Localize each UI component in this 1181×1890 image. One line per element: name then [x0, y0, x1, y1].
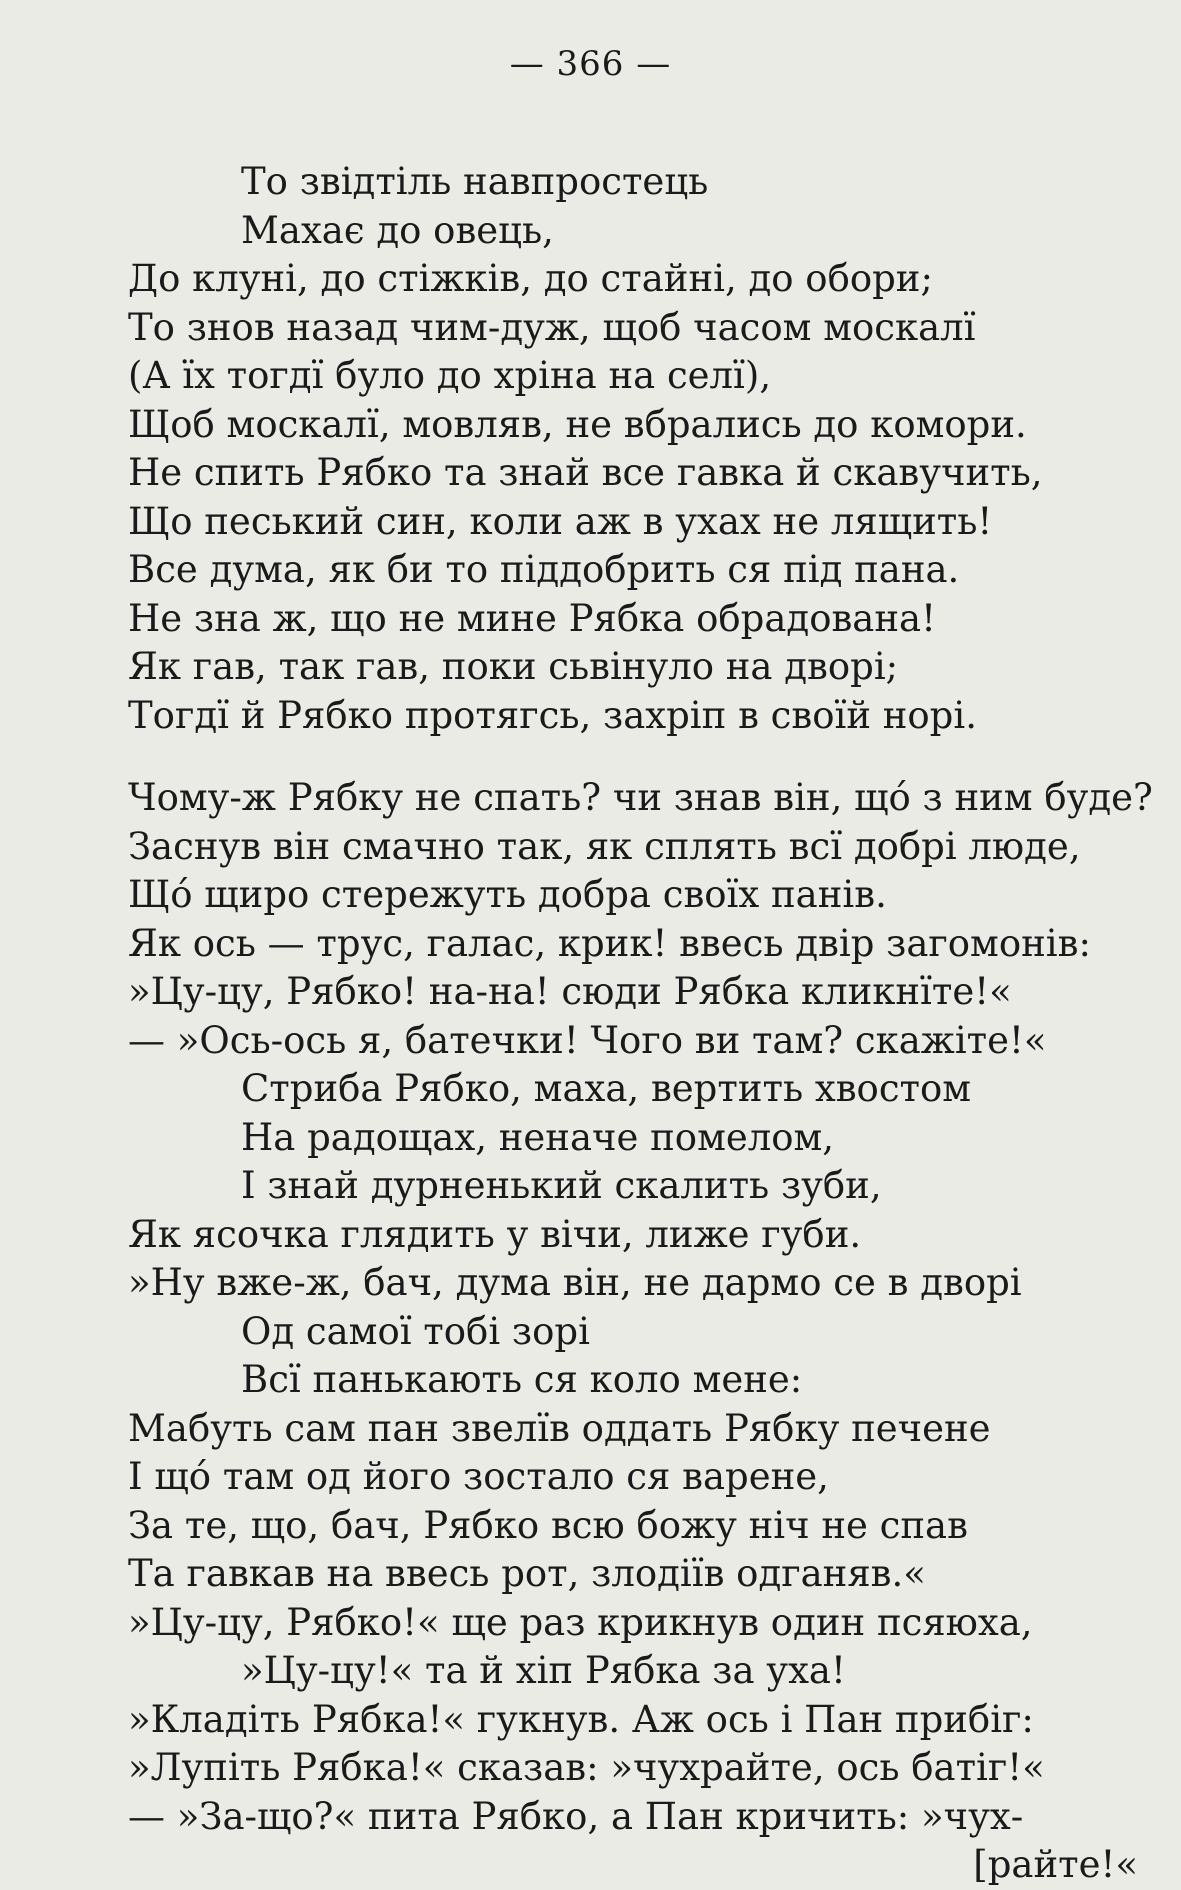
- poem-line: »Цу-цу!« та й хіп Рябка за уха!: [241, 1649, 846, 1692]
- poem-line: Мабуть сам пан звелїв оддать Рябку печене: [128, 1406, 991, 1450]
- stanza-2: [128, 774, 1153, 1890]
- poem-line: Заснув він смачно так, як сплять всї добрі люде,: [128, 824, 1081, 868]
- poem-line: »Ну вже-ж, бач, дума він, не дармо се в дворі: [128, 1261, 1022, 1304]
- poem-line: Всї панькають ся коло мене:: [241, 1358, 803, 1401]
- stanza-1: [128, 158, 1138, 740]
- poem-line: — »Ось-ось я, батечки! Чого ви там? скажіте!«: [128, 1018, 1047, 1062]
- poem-line: Як ясочка глядить у вічи, лиже губи.: [128, 1212, 862, 1256]
- poem-line: Все дума, як би то піддобрить ся під пана.: [128, 548, 960, 591]
- poem-line: І знай дурненький скалить зуби,: [241, 1164, 882, 1207]
- poem-line: Чому-ж Рябку не спать? чи знав він, що́ з ним буде?: [128, 776, 1153, 819]
- poem-line: »Цу-цу, Рябко!« ще раз крикнув один псяюха,: [128, 1600, 1033, 1644]
- poem-line: Як ось — трус, галас, крик! ввесь двір загомонів:: [128, 921, 1091, 965]
- poem-line: Махає до овець,: [241, 208, 554, 252]
- poem-line: За те, що, бач, Рябко всю божу ніч не спав: [128, 1503, 968, 1547]
- poem-line: То звідтіль навпростець: [241, 160, 709, 203]
- poem-line: На радощах, неначе помелом,: [241, 1115, 835, 1159]
- page-number: — 366 —: [509, 44, 672, 84]
- poem-line: Та гавкав на ввесь рот, злодіїв одганяв.«: [128, 1552, 926, 1595]
- poem-line: »Кладіть Рябка!« гукнув. Аж ось і Пан прибіг:: [128, 1697, 1034, 1741]
- poem-line: Як гав, так гав, поки сьвінуло на дворі;: [128, 645, 899, 688]
- poem-line: Не спить Рябко та знай все гавка й скавучить,: [128, 451, 1043, 494]
- poem-line: »Лупіть Рябка!« сказав: »чухрайте, ось батіг!«: [128, 1746, 1045, 1789]
- poem-line: Стриба Рябко, маха, вертить хвостом: [241, 1067, 972, 1110]
- poem-text: [128, 158, 1153, 1890]
- poem-line: То знов назад чим-дуж, щоб часом москалї: [128, 305, 976, 349]
- poem-line: — »За-що?« пита Рябко, а Пан кричить: »чух-: [128, 1794, 1024, 1838]
- poem-line: Щоб москалї, мовляв, не вбрались до комори.: [128, 402, 1027, 446]
- poem-line: Не зна ж, що не мине Рябка обрадована!: [128, 596, 936, 640]
- poem-line: Од самої тобі зорі: [241, 1309, 590, 1353]
- poem-line: До клуні, до стіжків, до стайні, до обори;: [128, 257, 933, 300]
- poem-line: І що́ там од його зостало ся варене,: [128, 1455, 829, 1498]
- poem-line: Тогдї й Рябко протягсь, захріп в своїй норі.: [128, 693, 977, 737]
- poem-line-continuation: [райте!«: [973, 1843, 1138, 1886]
- poem-line: (А їх тогдї було до хріна на селї),: [128, 354, 772, 397]
- poem-line: »Цу-цу, Рябко! на-на! сюди Рябка кликнїте!«: [128, 970, 1012, 1013]
- poem-line: Що песький син, коли аж в ухах не лящить!: [128, 499, 993, 543]
- poem-line: Що́ щиро стережуть добра своїх панів.: [128, 873, 887, 916]
